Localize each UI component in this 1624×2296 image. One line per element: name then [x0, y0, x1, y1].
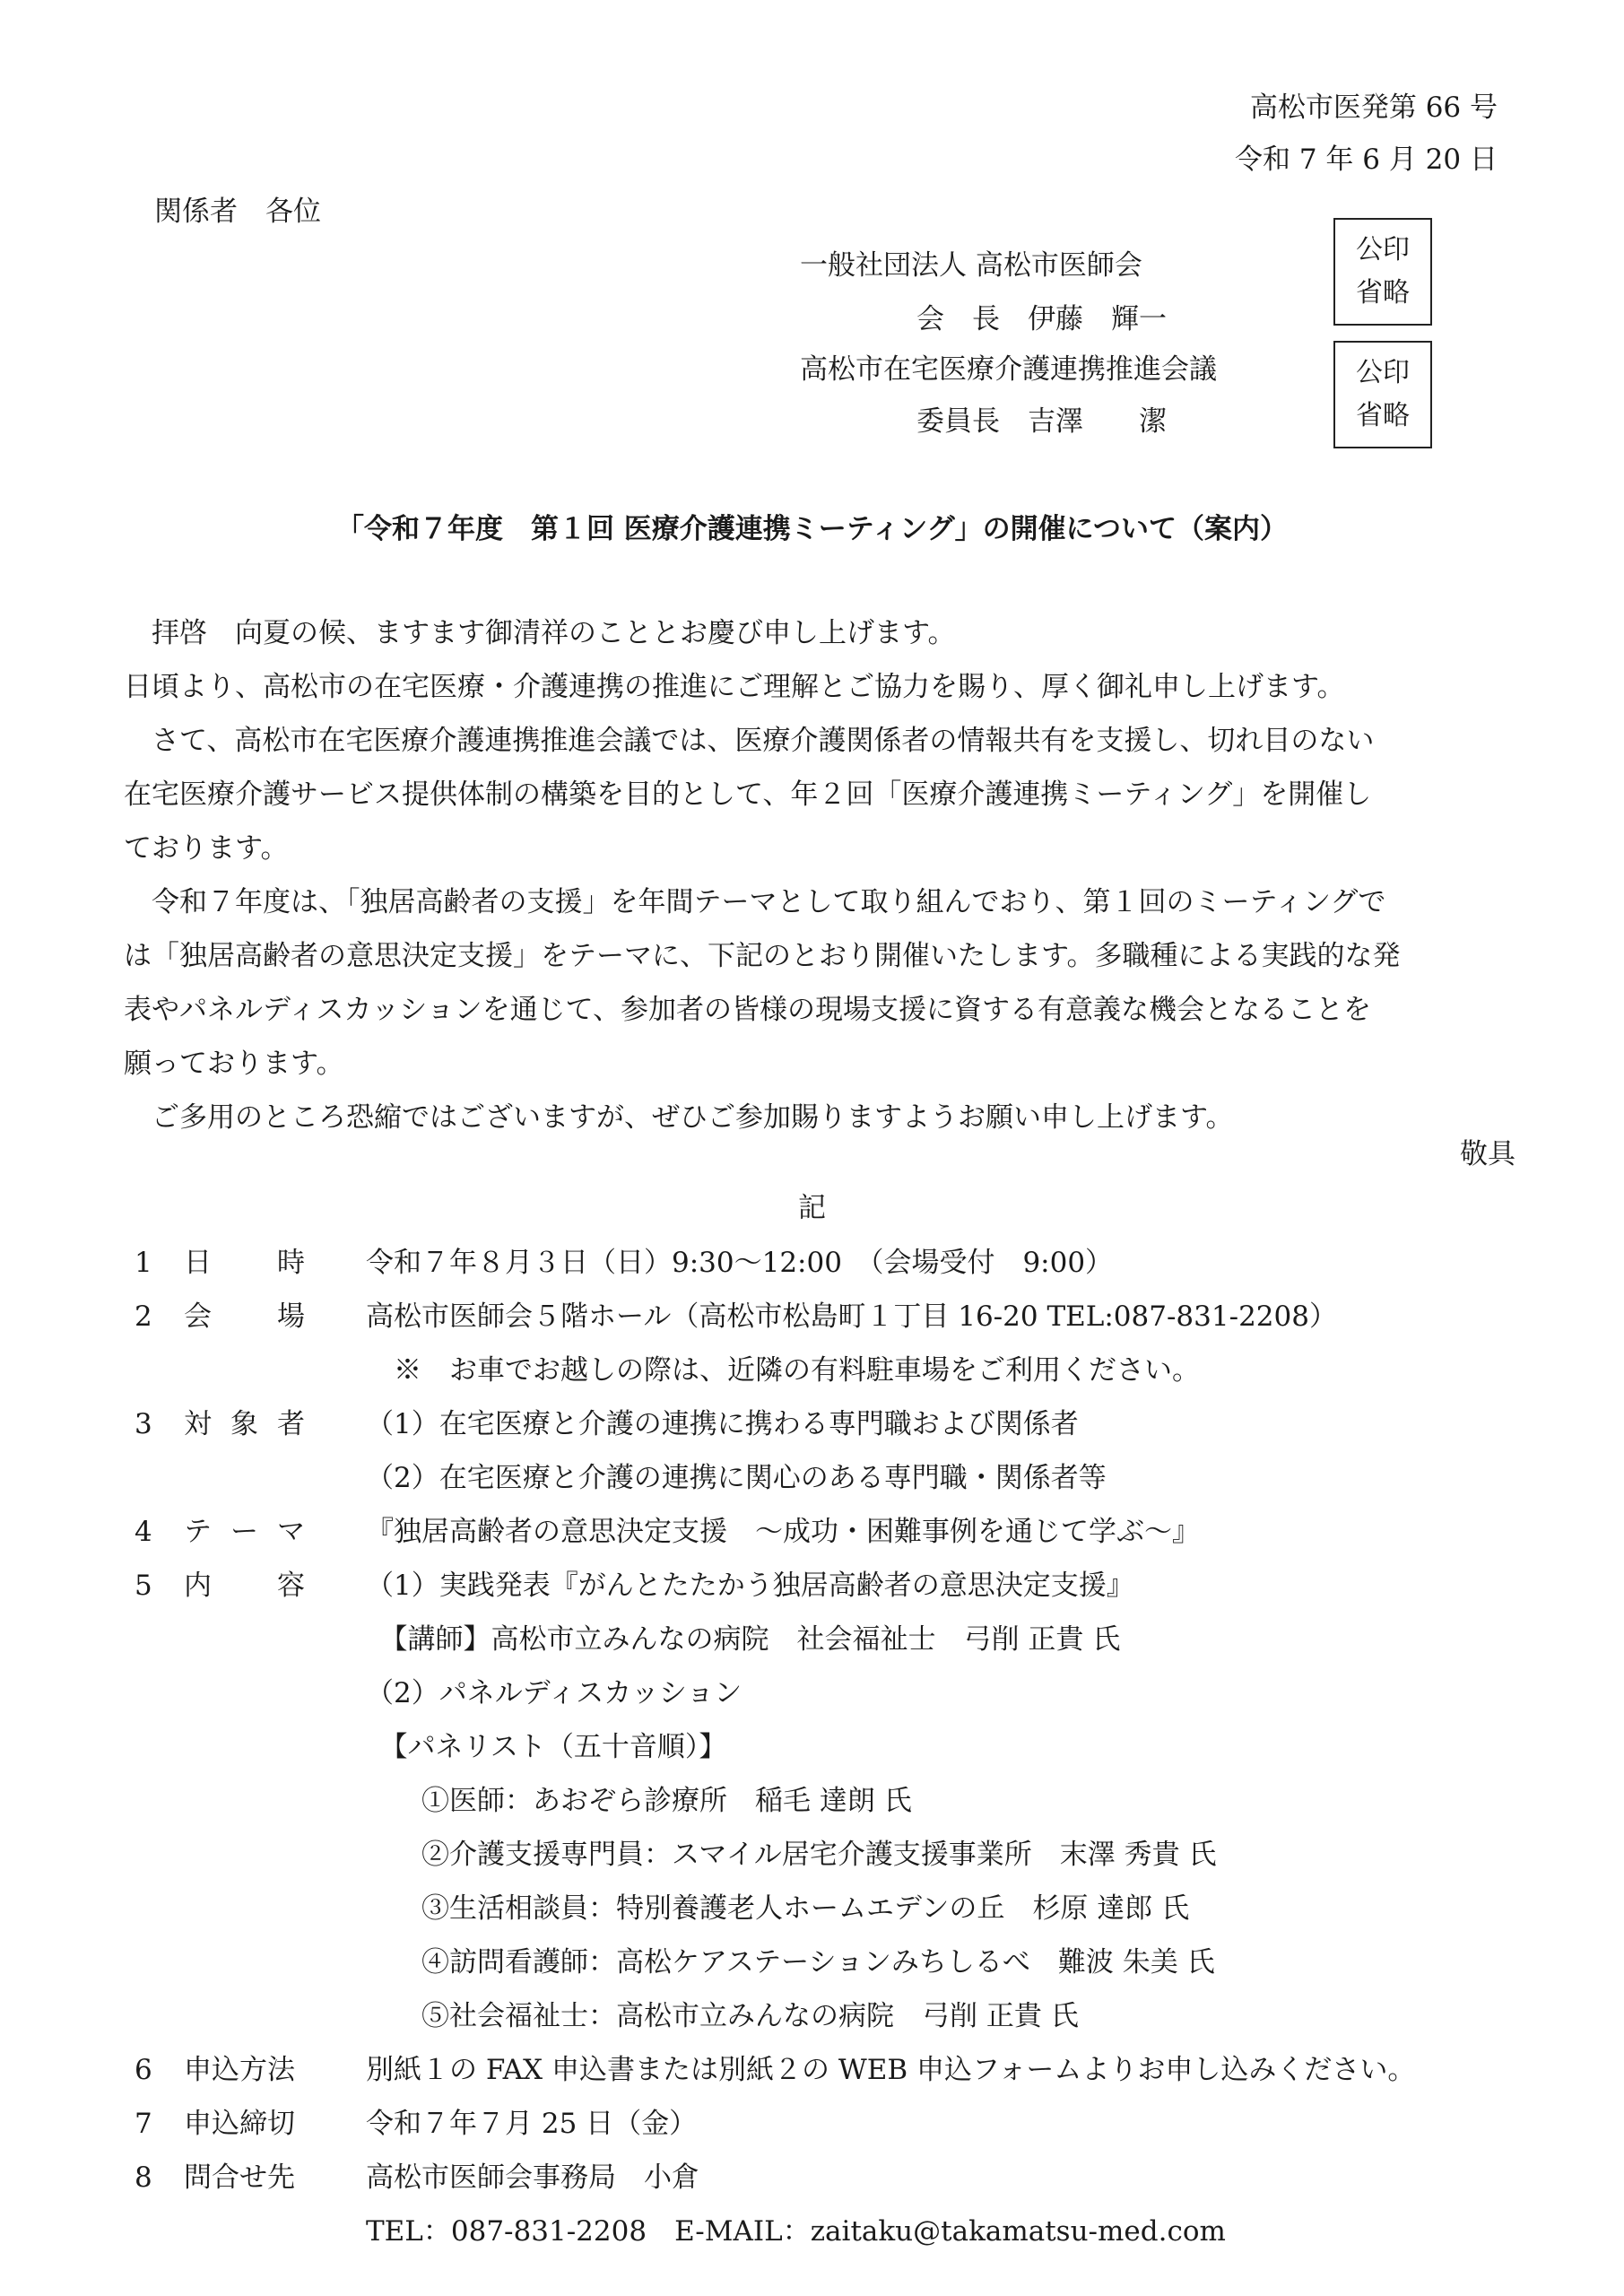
parking-note: ※ お車でお越しの際は、近隣の有料駐車場をご利用ください。: [366, 1354, 1200, 1387]
seal-omitted-2: [1333, 341, 1432, 448]
body-line: は「独居高齢者の意思決定支援」をテーマに、下記のとおり開催いたします。多職種による実践的な発: [124, 940, 1401, 972]
item-label: [184, 1397, 305, 1451]
body-text: [124, 606, 1523, 1144]
body-line: 在宅医療介護サービス提供体制の構築を目的として、年２回「医療介護連携ミーティング」を開催し: [124, 778, 1372, 811]
label-char: 内: [184, 1570, 212, 1602]
content-line: [0, 1989, 1624, 2043]
item-value: 高松市医師会事務局 小倉: [366, 2161, 699, 2194]
item-theme: [0, 1505, 1624, 1559]
sender-person-2: 委員長 吉澤 潔: [916, 405, 1167, 438]
item-contact: [0, 2151, 1624, 2205]
seal-text: 省略: [1356, 277, 1410, 309]
content-line: [0, 1720, 1624, 1774]
label-char: 会: [184, 1300, 212, 1333]
item-content: [0, 1559, 1624, 1613]
label-char: ー: [230, 1516, 258, 1548]
item-label: [184, 1505, 305, 1559]
label-char: 象: [230, 1408, 258, 1440]
item-number: 5: [135, 1570, 152, 1602]
seal-text: 省略: [1356, 400, 1410, 431]
contact-details: [0, 2205, 1624, 2258]
panelist: ⑤社会福祉士：高松市立みんなの病院 弓削 正貴 氏: [366, 2000, 1079, 2032]
item-value: （2）在宅医療と介護の連携に関心のある専門職・関係者等: [366, 1462, 1107, 1494]
item-label: 問合せ先: [184, 2161, 295, 2194]
item-value: 高松市医師会５階ホール（高松市松島町１丁目 16-20 TEL:087-831-2208）: [366, 1300, 1337, 1333]
item-target: [0, 1397, 1624, 1451]
panelist: ③生活相談員：特別養護老人ホームエデンの丘 杉原 達郎 氏: [366, 1892, 1190, 1925]
lecturer: 【講師】高松市立みんなの病院 社会福祉士 弓削 正貴 氏: [366, 1623, 1121, 1656]
panelist: ①医師：あおぞら診療所 稲毛 達朗 氏: [366, 1785, 912, 1817]
label-char: 時: [277, 1247, 305, 1279]
item-apply-method: [0, 2043, 1624, 2097]
item-value: 別紙１の FAX 申込書または別紙２の WEB 申込フォームよりお申し込みください。: [366, 2054, 1416, 2086]
label-char: マ: [277, 1516, 305, 1548]
item-number: 1: [135, 1247, 152, 1279]
item-value: （1）在宅医療と介護の連携に携わる専門職および関係者: [366, 1408, 1079, 1440]
item-number: 6: [135, 2054, 152, 2086]
item-venue: [0, 1290, 1624, 1344]
body-line: 願っております。: [124, 1048, 344, 1080]
item-number: 2: [135, 1300, 152, 1333]
item-label: [184, 1290, 305, 1344]
panelist: ④訪問看護師：高松ケアステーションみちしるべ 難波 朱美 氏: [366, 1946, 1215, 1979]
item-value: 令和７年８月３日（日）9:30～12:00 （会場受付 9:00）: [366, 1247, 1114, 1279]
item-target-2: [0, 1451, 1624, 1505]
body-line: 拝啓 向夏の候、ますます御清祥のこととお慶び申し上げます。: [124, 617, 956, 649]
sender-org-2: 高松市在宅医療介護連携推進会議: [800, 353, 1217, 386]
issue-date: 令和 7 年 6 月 20 日: [1234, 144, 1498, 176]
contact-tel-email: TEL：087-831-2208 E-MAIL：zaitaku@takamatsu-med.com: [366, 2215, 1226, 2248]
item-value: （1）実践発表『がんとたたかう独居高齢者の意思決定支援』: [366, 1570, 1134, 1602]
item-label: 申込締切: [184, 2108, 295, 2140]
panelist-heading: 【パネリスト（五十音順）】: [366, 1731, 727, 1763]
label-char: 日: [184, 1247, 212, 1279]
label-char: 対: [184, 1408, 212, 1440]
doc-number: 高松市医発第 66 号: [1249, 91, 1498, 124]
label-char: 場: [277, 1300, 305, 1333]
content-line: [0, 1666, 1624, 1720]
addressee: 関係者 各位: [154, 196, 321, 228]
body-line: 表やパネルディスカッションを通じて、参加者の皆様の現場支援に資する有意義な機会となることを: [124, 994, 1371, 1026]
label-char: 容: [277, 1570, 305, 1602]
item-number: 4: [135, 1516, 152, 1548]
content-line: [0, 1828, 1624, 1882]
content-line: [0, 1774, 1624, 1828]
item-value: 令和７年７月 25 日（金）: [366, 2108, 698, 2140]
item-number: 8: [135, 2161, 152, 2194]
content-line: [0, 1613, 1624, 1666]
item-number: 7: [135, 2108, 152, 2140]
item-label: [184, 1559, 305, 1613]
item-venue-note: [0, 1344, 1624, 1397]
item-deadline: [0, 2097, 1624, 2151]
ki-heading: 記: [798, 1192, 826, 1224]
item-date: [0, 1236, 1624, 1290]
content-line: [0, 1882, 1624, 1935]
body-line: ご多用のところ恐縮ではございますが、ぜひご参加賜りますようお願い申し上げます。: [124, 1101, 1234, 1134]
label-char: 者: [277, 1408, 305, 1440]
seal-text: 公印: [1356, 357, 1410, 388]
body-line: 令和７年度は、「独居高齢者の支援」を年間テーマとして取り組んでおり、第１回のミーティングで: [124, 886, 1386, 918]
sender-org-1: 一般社団法人 高松市医師会: [800, 249, 1142, 282]
seal-omitted-1: [1333, 218, 1432, 326]
document-title: 「令和７年度 第１回 医療介護連携ミーティング」の開催について（案内）: [335, 513, 1289, 545]
seal-text: 公印: [1356, 234, 1410, 265]
item-number: 3: [135, 1408, 152, 1440]
closing-word: 敬具: [1460, 1138, 1515, 1170]
body-line: さて、高松市在宅医療介護連携推進会議では、医療介護関係者の情報共有を支援し、切れ目のない: [124, 725, 1375, 757]
item-label: 申込方法: [184, 2054, 295, 2086]
body-line: 日頃より、高松市の在宅医療・介護連携の推進にご理解とご協力を賜り、厚く御礼申し上げます。: [124, 671, 1345, 703]
sender-person-1: 会 長 伊藤 輝一: [916, 303, 1167, 335]
panel-discussion: （2）パネルディスカッション: [366, 1677, 743, 1709]
item-label: [184, 1236, 305, 1290]
item-value: 『独居高齢者の意思決定支援 ～成功・困難事例を通じて学ぶ～』: [366, 1516, 1200, 1548]
body-line: ております。: [124, 832, 289, 865]
content-line: [0, 1935, 1624, 1989]
label-char: テ: [184, 1516, 212, 1548]
panelist: ②介護支援専門員：スマイル居宅介護支援事業所 末澤 秀貴 氏: [366, 1839, 1217, 1871]
